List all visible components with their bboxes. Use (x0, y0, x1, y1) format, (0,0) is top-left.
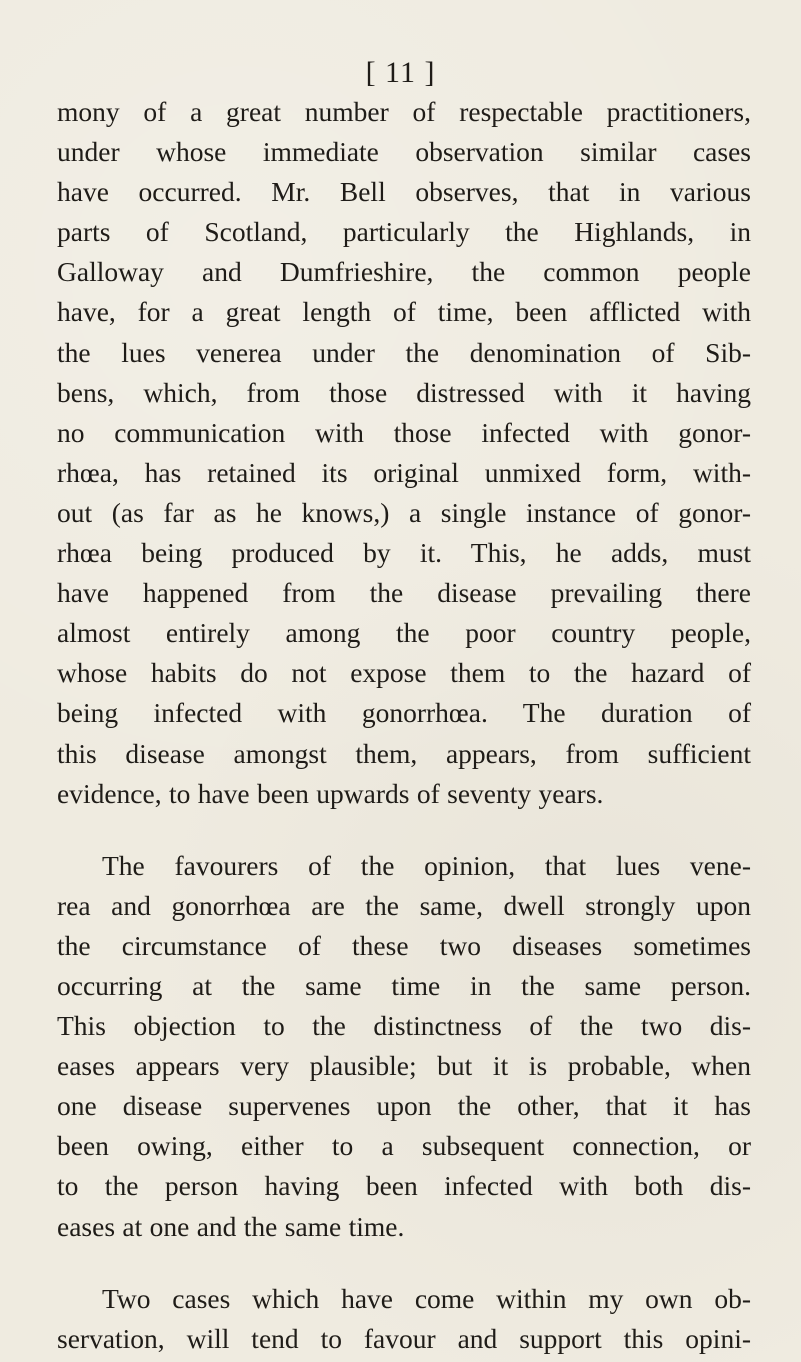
body-text (57, 92, 751, 1359)
text-line: no communication with those infected with gonor- (57, 416, 751, 448)
text-line: mony of a great number of respectable practitioners, (57, 96, 751, 127)
paragraph (57, 92, 751, 814)
text-line: Galloway and Dumfrieshire, the common people (57, 256, 751, 288)
text-line: the circumstance of these two diseases sometimes (57, 929, 751, 961)
page-number: [ 11 ] (365, 56, 436, 89)
text-line: servation, will tend to favour and support this opini- (57, 1322, 751, 1354)
text-line: The favourers of the opinion, that lues vene- (102, 849, 751, 881)
text-line: evidence, to have been upwards of seventy years. (57, 777, 604, 809)
text-line: been owing, either to a subsequent connection, or (57, 1130, 751, 1162)
text-line: being infected with gonorrhœa. The duration of (57, 697, 751, 729)
text-line: whose habits do not expose them to the hazard of (57, 657, 751, 689)
text-line: rhœa being produced by it. This, he adds, must (57, 537, 751, 569)
text-line: rea and gonorrhœa are the same, dwell strongly upon (57, 889, 751, 921)
text-line: have happened from the disease prevailing there (57, 577, 751, 609)
text-line: the lues venerea under the denomination of Sib- (57, 336, 751, 368)
text-line: under whose immediate observation similar cases (57, 136, 751, 168)
text-line: to the person having been infected with both dis- (57, 1170, 751, 1202)
text-line: occurring at the same time in the same person. (57, 969, 751, 1001)
paragraph (57, 1279, 751, 1359)
text-line: out (as far as he knows,) a single instance of gonor- (57, 496, 751, 528)
paragraph (57, 846, 751, 1247)
text-line: parts of Scotland, particularly the Highlands, in (57, 216, 751, 248)
text-line: this disease amongst them, appears, from sufficient (57, 737, 751, 769)
text-line: have, for a great length of time, been afflicted with (57, 296, 751, 328)
text-line: rhœa, has retained its original unmixed form, with- (57, 456, 751, 488)
text-line: one disease supervenes upon the other, that it has (57, 1090, 751, 1122)
text-line: have occurred. Mr. Bell observes, that in various (57, 176, 751, 208)
text-line: eases appears very plausible; but it is probable, when (57, 1050, 751, 1082)
text-line: Two cases which have come within my own ob- (102, 1282, 751, 1314)
text-line: almost entirely among the poor country people, (57, 617, 751, 649)
text-line: eases at one and the same time. (57, 1210, 405, 1242)
text-line: bens, which, from those distressed with it having (57, 376, 751, 408)
text-line: This objection to the distinctness of the two dis- (57, 1010, 751, 1042)
